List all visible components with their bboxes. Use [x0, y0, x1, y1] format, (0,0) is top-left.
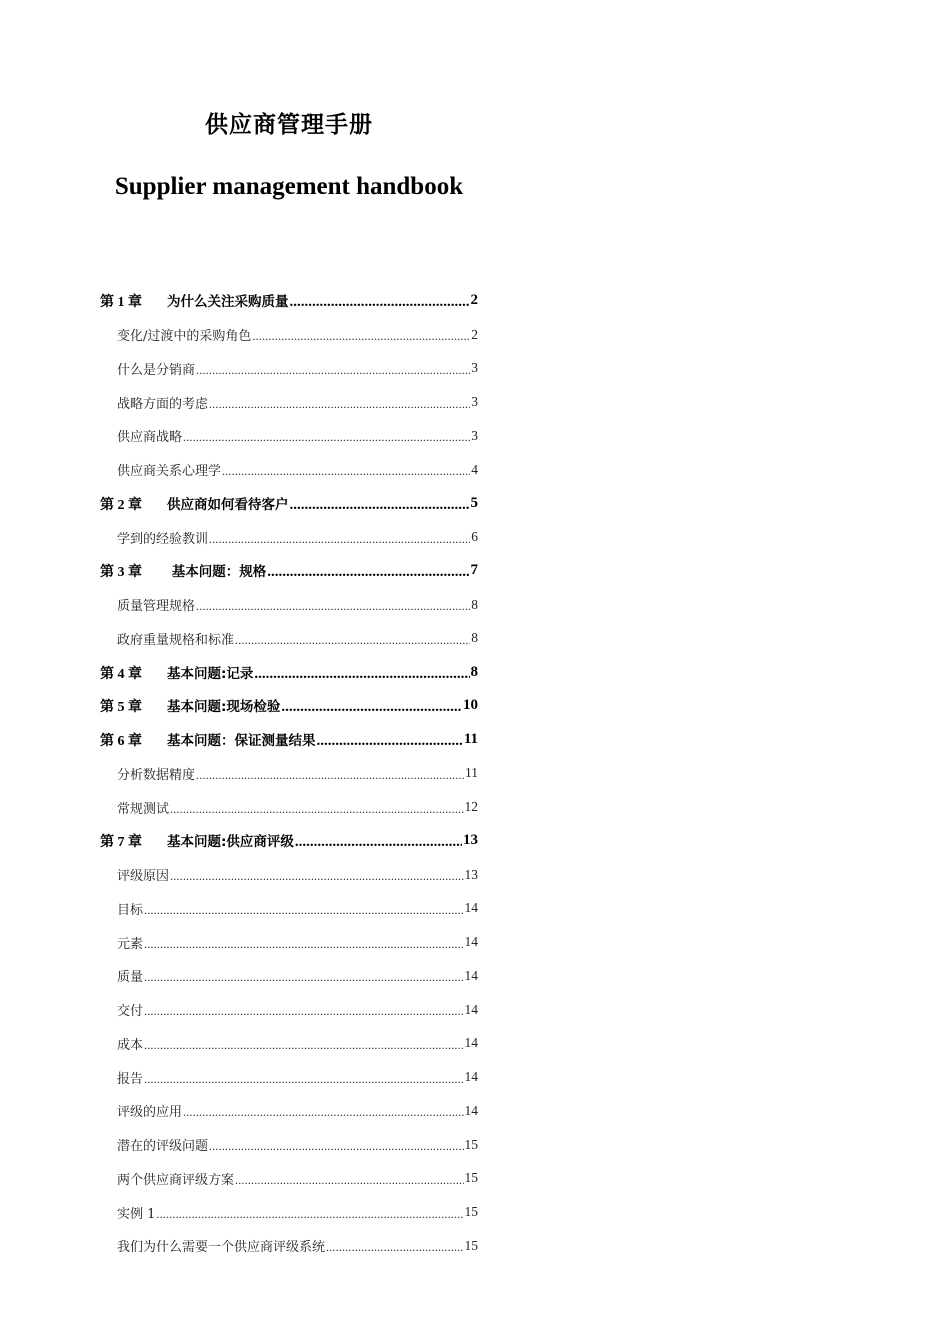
toc-page-number: 11 — [465, 765, 478, 781]
toc-section-entry[interactable] — [100, 520, 478, 554]
toc-page-number: 13 — [463, 832, 478, 849]
toc-page-number: 13 — [464, 866, 478, 882]
toc-chapter-number: 第 1 章 — [100, 295, 142, 311]
toc-dot-leader — [295, 834, 462, 851]
toc-section-entry[interactable] — [100, 925, 478, 959]
toc-page-number: 14 — [464, 900, 478, 916]
toc-dot-leader — [222, 464, 470, 479]
toc-chapter-number: 第 2 章 — [100, 497, 142, 513]
toc-section-entry[interactable] — [100, 352, 478, 386]
toc-section-entry[interactable] — [100, 757, 478, 791]
toc-dot-leader — [156, 1207, 463, 1222]
toc-entry-label: 质量管理规格 — [117, 599, 196, 615]
toc-chapter-number: 第 7 章 — [100, 835, 142, 851]
toc-entry-label: 政府重量规格和标准 — [117, 632, 235, 648]
toc-entry-label: 质量 — [117, 970, 144, 986]
toc-dot-leader — [144, 1072, 463, 1087]
toc-chapter-title: 基本问题：规格 — [167, 564, 267, 581]
toc-dot-leader — [290, 294, 470, 311]
toc-section-entry[interactable] — [100, 588, 478, 622]
toc-section-entry[interactable] — [100, 1162, 478, 1196]
toc-entry-label: 实例 1 — [117, 1206, 156, 1222]
toc-page-number: 8 — [470, 663, 478, 680]
toc-entry-label: 评级原因 — [117, 869, 170, 885]
toc-dot-leader — [183, 430, 470, 445]
toc-entry-label: 潜在的评级问题 — [117, 1139, 209, 1155]
toc-entry-label: 评级的应用 — [117, 1105, 183, 1121]
toc-entry-label: 我们为什么需要一个供应商评级系统 — [117, 1240, 326, 1256]
toc-entry-label — [100, 830, 294, 851]
document-title-english: Supplier management handbook — [114, 173, 464, 200]
toc-page-number: 11 — [463, 731, 478, 748]
toc-entry-label: 什么是分销商 — [117, 362, 196, 378]
toc-chapter-entry[interactable] — [100, 554, 478, 588]
toc-chapter-entry[interactable] — [100, 723, 478, 757]
toc-dot-leader — [235, 633, 470, 648]
toc-page-number: 10 — [463, 697, 478, 714]
toc-entry-label: 分析数据精度 — [117, 767, 196, 783]
toc-dot-leader — [196, 363, 470, 378]
toc-chapter-title: 基本问题:供应商评级 — [167, 834, 294, 851]
toc-chapter-title: 基本问题:现场检验 — [167, 699, 281, 716]
toc-chapter-number: 第 6 章 — [100, 734, 142, 750]
toc-page-number: 14 — [464, 1102, 478, 1118]
toc-dot-leader — [290, 497, 470, 514]
toc-page-number: 7 — [470, 562, 478, 579]
toc-entry-label — [100, 493, 289, 514]
toc-page-number: 3 — [471, 360, 478, 376]
toc-section-entry[interactable] — [100, 1229, 478, 1263]
document-title-chinese: 供应商管理手册 — [205, 112, 373, 138]
toc-entry-label: 战略方面的考虑 — [117, 396, 209, 412]
toc-section-entry[interactable] — [100, 892, 478, 926]
toc-chapter-title: 基本问题:记录 — [167, 665, 254, 682]
toc-section-entry[interactable] — [100, 1128, 478, 1162]
toc-chapter-entry[interactable] — [100, 487, 478, 521]
toc-dot-leader — [170, 802, 463, 817]
toc-chapter-title: 供应商如何看待客户 — [167, 496, 289, 513]
toc-chapter-entry[interactable] — [100, 284, 478, 318]
toc-dot-leader — [209, 397, 470, 412]
toc-entry-label — [100, 729, 316, 750]
toc-page-number: 8 — [471, 630, 478, 646]
toc-dot-leader — [209, 1139, 463, 1154]
toc-page-number: 15 — [464, 1170, 478, 1186]
table-of-contents — [100, 284, 478, 1263]
toc-entry-label — [100, 560, 266, 581]
toc-page-number: 5 — [470, 494, 478, 511]
toc-entry-label: 学到的经验教训 — [117, 531, 209, 547]
toc-dot-leader — [170, 869, 463, 884]
toc-page-number: 14 — [464, 934, 478, 950]
toc-entry-label: 供应商关系心理学 — [117, 464, 222, 480]
toc-entry-label: 供应商战略 — [117, 430, 183, 446]
toc-entry-label: 报告 — [117, 1071, 144, 1087]
toc-dot-leader — [196, 599, 470, 614]
toc-dot-leader — [252, 329, 470, 344]
toc-entry-label — [100, 695, 280, 716]
toc-page-number: 15 — [464, 1136, 478, 1152]
toc-dot-leader — [267, 564, 469, 581]
toc-dot-leader — [281, 699, 462, 716]
toc-entry-label: 交付 — [117, 1004, 144, 1020]
toc-chapter-title: 基本问题：保证测量结果 — [167, 733, 316, 750]
toc-chapter-entry[interactable] — [100, 655, 478, 689]
toc-page-number: 15 — [464, 1204, 478, 1220]
toc-page-number: 4 — [471, 461, 478, 477]
toc-page-number: 14 — [464, 1069, 478, 1085]
toc-chapter-number: 第 4 章 — [100, 666, 142, 682]
toc-dot-leader — [144, 970, 463, 985]
toc-section-entry[interactable] — [100, 1027, 478, 1061]
toc-dot-leader — [144, 937, 463, 952]
toc-section-entry[interactable] — [100, 858, 478, 892]
toc-page-number: 6 — [471, 529, 478, 545]
toc-page-number: 12 — [464, 799, 478, 815]
toc-dot-leader — [183, 1105, 463, 1120]
toc-dot-leader — [317, 733, 463, 750]
toc-dot-leader — [144, 1004, 463, 1019]
toc-section-entry[interactable] — [100, 1060, 478, 1094]
toc-entry-label — [100, 662, 253, 683]
toc-section-entry[interactable] — [100, 385, 478, 419]
toc-chapter-entry[interactable] — [100, 689, 478, 723]
toc-page-number: 8 — [471, 596, 478, 612]
toc-page-number: 14 — [464, 1035, 478, 1051]
toc-section-entry[interactable] — [100, 622, 478, 656]
toc-dot-leader — [209, 532, 470, 547]
toc-dot-leader — [144, 1038, 463, 1053]
toc-section-entry[interactable] — [100, 453, 478, 487]
toc-section-entry[interactable] — [100, 419, 478, 453]
toc-page-number: 14 — [464, 967, 478, 983]
toc-chapter-entry[interactable] — [100, 824, 478, 858]
toc-page-number: 3 — [471, 394, 478, 410]
toc-chapter-title: 为什么关注采购质量 — [167, 294, 289, 311]
toc-chapter-number: 第 5 章 — [100, 700, 142, 716]
toc-page-number: 2 — [471, 326, 478, 342]
toc-page-number: 15 — [464, 1237, 478, 1253]
toc-section-entry[interactable] — [100, 1094, 478, 1128]
toc-entry-label — [100, 290, 289, 311]
toc-entry-label: 变化/过渡中的采购角色 — [117, 329, 252, 345]
toc-dot-leader — [326, 1240, 463, 1255]
toc-entry-label: 常规测试 — [117, 801, 170, 817]
toc-section-entry[interactable] — [100, 993, 478, 1027]
toc-chapter-number: 第 3 章 — [100, 565, 142, 581]
toc-section-entry[interactable] — [100, 790, 478, 824]
toc-entry-label: 两个供应商评级方案 — [117, 1172, 235, 1188]
toc-page-number: 14 — [464, 1001, 478, 1017]
toc-page-number: 2 — [470, 292, 478, 309]
toc-page-number: 3 — [471, 427, 478, 443]
toc-dot-leader — [235, 1173, 463, 1188]
toc-dot-leader — [144, 903, 463, 918]
toc-entry-label: 元素 — [117, 936, 144, 952]
toc-section-entry[interactable] — [100, 1195, 478, 1229]
toc-entry-label: 目标 — [117, 902, 144, 918]
toc-dot-leader — [196, 768, 464, 783]
toc-section-entry[interactable] — [100, 959, 478, 993]
toc-section-entry[interactable] — [100, 318, 478, 352]
toc-dot-leader — [254, 666, 469, 683]
toc-entry-label: 成本 — [117, 1037, 144, 1053]
